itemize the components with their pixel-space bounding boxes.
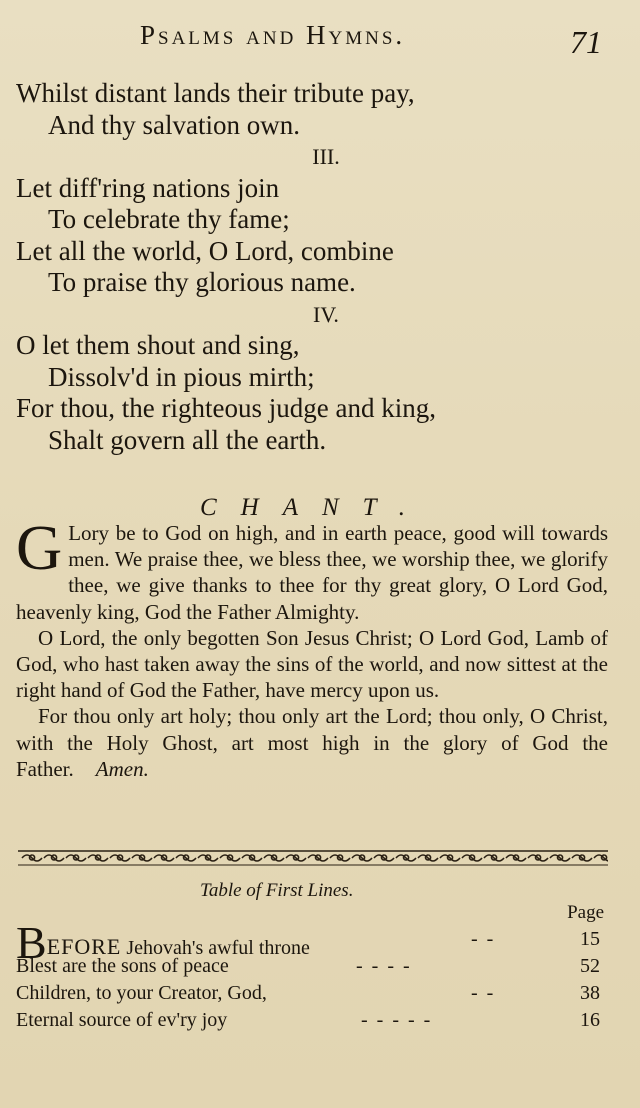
stanza-number: III. [312, 144, 340, 169]
page-number: 71 [570, 24, 602, 60]
verse-line: Let all the world, O Lord, combine [16, 235, 394, 266]
stanza-number: IV. [313, 301, 339, 327]
toc-page-number: 38 [580, 982, 600, 1004]
chant-paragraph-text: For thou only art holy; thou only art the Lord; thou only, O Christ, with the Holy Ghost, art most high in the glory of God the Father. [16, 704, 608, 781]
toc-leader: - - [471, 982, 496, 1004]
chant-paragraph-text: Lory be to God on high, and in earth peace, good will towards men. We praise thee, we bless thee, we worship thee, we glorify thee, we give thanks to thee for thy great glory, O Lord God, heavenly king, God the Father Almighty. [16, 521, 608, 624]
chant-heading: CHANT. [200, 494, 429, 521]
toc-row [16, 980, 604, 1007]
chant-paragraph [16, 703, 608, 782]
toc-smallcaps: EFORE [46, 934, 122, 959]
toc-leader: - - - - [356, 955, 412, 977]
toc-leader: - - [471, 928, 496, 950]
amen-text: Amen. [95, 756, 149, 781]
toc-first-line: Blest are the sons of peace [16, 955, 229, 977]
toc-first-line: Children, to your Creator, God, [16, 982, 267, 1004]
toc-line-rest: Jehovah's awful throne [121, 937, 310, 959]
toc-page-column-header: Page [567, 902, 604, 923]
toc-initial: B [16, 917, 47, 968]
chant-text [16, 512, 608, 782]
verse-line: Shalt govern all the earth. [48, 424, 327, 455]
verse-line: O let them shout and sing, [16, 330, 300, 360]
toc-page-number: 16 [580, 1009, 600, 1031]
verse-line: To praise thy glorious name. [48, 267, 356, 297]
verse-line: And thy salvation own. [48, 109, 300, 140]
toc-title: Table of First Lines. [200, 880, 354, 901]
chant-paragraph [16, 512, 608, 625]
hymn-verses [16, 78, 616, 456]
verse-line: To celebrate thy fame; [48, 204, 290, 234]
verse-line: Whilst distant lands their tribute pay, [16, 78, 415, 108]
toc-first-line: Eternal source of ev'ry joy [16, 1009, 228, 1031]
verse-line: Let diff'ring nations join [16, 172, 280, 203]
page-header [0, 18, 640, 58]
running-title: Psalms and Hymns. [140, 20, 406, 50]
chant-paragraph: O Lord, the only begotten Son Jesus Christ; O Lord God, Lamb of God, who hast taken away the sins of the world, and now sittest at the right hand of God the Father, have mercy upon us. [16, 625, 608, 703]
toc-row [16, 1007, 604, 1034]
toc-page-number: 15 [580, 928, 600, 950]
table-of-first-lines [16, 902, 604, 1034]
toc-leader: - - - - - [361, 1009, 433, 1031]
ornamental-rule [18, 848, 608, 868]
verse-line: Dissolv'd in pious mirth; [48, 361, 315, 392]
toc-row [16, 953, 604, 980]
verse-line: For thou, the righteous judge and king, [16, 393, 436, 423]
toc-page-number: 52 [580, 955, 600, 977]
drop-cap: G [16, 512, 63, 583]
ornament-border-icon [18, 848, 608, 868]
